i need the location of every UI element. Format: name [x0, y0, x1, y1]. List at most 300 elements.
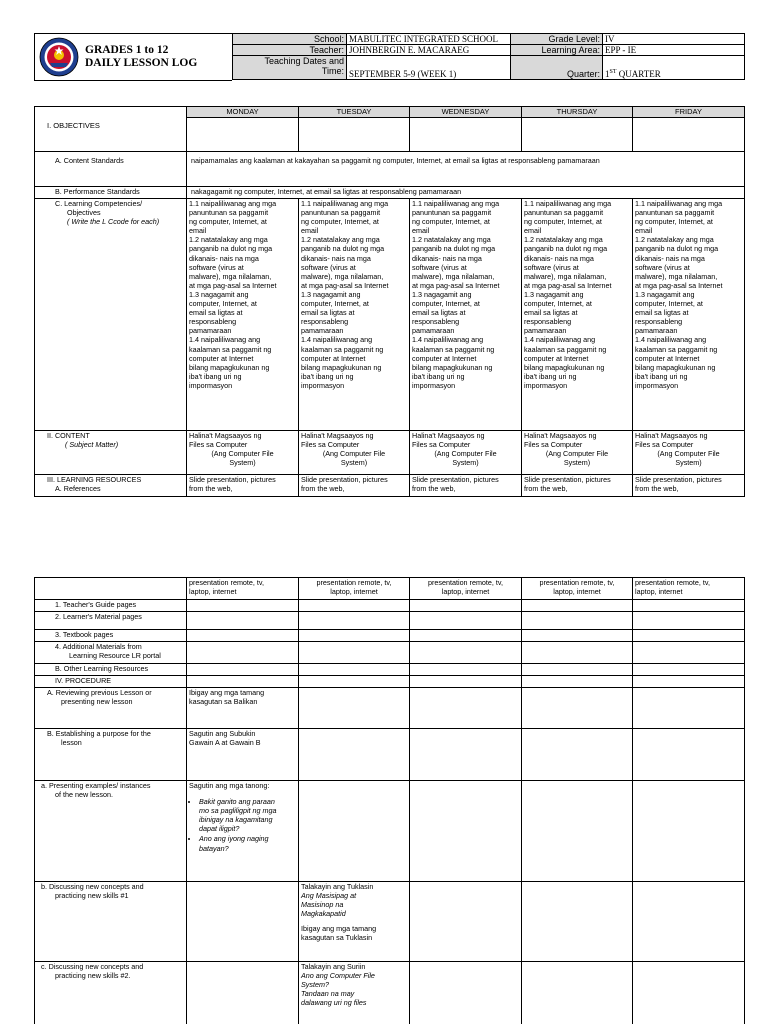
title-line-2: DAILY LESSON LOG: [85, 57, 198, 69]
cell-line: pamamaraan: [412, 326, 455, 336]
competencies-tuesday: [299, 199, 410, 431]
cell-line: panganib na dulot ng mga: [189, 244, 273, 254]
cell-line: panuntunan sa paggamit: [301, 208, 381, 218]
lm-thursday: [522, 612, 633, 630]
q1-line-4: dapat iligpit?: [199, 824, 240, 834]
cell-line: laptop, internet: [553, 587, 601, 597]
cell-line: computer, Internet, at: [635, 299, 703, 309]
cell-line: computer, Internet, at: [524, 299, 592, 309]
cell-line: responsableng: [189, 317, 237, 327]
presenting-friday: [633, 781, 745, 882]
cell-line: at mga pag-asal sa Internet: [412, 280, 500, 290]
presenting-label-1: a. Presenting examples/ instances: [41, 781, 151, 790]
cell-line: email: [189, 226, 207, 236]
cell-line: (Ang Computer File: [322, 449, 386, 459]
other-resources-label: B. Other Learning Resources: [35, 664, 187, 676]
tg-wednesday: [410, 600, 522, 612]
tb-wednesday: [410, 630, 522, 642]
area-value: EPP - IE: [603, 45, 745, 56]
lesson-log-table-page1: [34, 106, 745, 497]
content-standards-value: naipamamalas ang kaalaman at kakayahan sa paggamit ng computer, Internet, at email sa ligtas at responsableng pamamaraan: [187, 152, 745, 187]
cell-line: bilang mapagkukunan ng: [189, 362, 270, 372]
dates-value: SEPTEMBER 5-9 (WEEK 1): [347, 56, 511, 80]
discussing-2-friday: [633, 962, 745, 1024]
cell-line: Files sa Computer: [301, 440, 360, 450]
d-tue-1: Talakayin ang Tuklasin: [301, 882, 374, 891]
day-header-thursday: THURSDAY: [522, 107, 633, 118]
dates-label-2: Time:: [321, 66, 344, 76]
learning-resources-monday: [187, 475, 299, 497]
day-header-friday: FRIDAY: [633, 107, 745, 118]
cell-line: Halina't Magsaayos ng: [189, 431, 262, 440]
discussing-1-label: [35, 882, 187, 962]
d-tue-2: Ang Masisipag at: [301, 891, 357, 901]
cell-line: from the web,: [412, 484, 456, 494]
presenting-question-1: [199, 797, 296, 833]
grade-label: Grade Level:: [511, 34, 603, 45]
teacher-value: JOHNBERGIN E. MACARAEG: [347, 45, 511, 56]
cell-line: 1.4 naipaliliwanag ang: [524, 335, 596, 345]
cell-line: ng computer, Internet, at: [189, 217, 267, 227]
cell-line: System): [229, 458, 256, 468]
reviewing-tuesday: [299, 688, 410, 729]
cell-line: Files sa Computer: [189, 440, 248, 450]
cell-line: presentation remote, tv,: [189, 578, 264, 587]
teacher-label: Teacher:: [233, 45, 347, 56]
cell-line: software (virus at: [524, 262, 579, 272]
objectives-title: I. OBJECTIVES: [35, 107, 187, 152]
presenting-wednesday: [410, 781, 522, 882]
cell-line: panganib na dulot ng mga: [524, 244, 608, 254]
cell-line: Halina't Magsaayos ng: [524, 431, 597, 440]
cell-line: ng computer, Internet, at: [301, 217, 379, 227]
header-logo-block: [34, 33, 232, 81]
cell-line: 1.2 natatalakay ang mga: [301, 235, 380, 245]
lm-tuesday: [299, 612, 410, 630]
cell-line: panganib na dulot ng mga: [635, 244, 719, 254]
dates-label-1: Teaching Dates and: [264, 56, 344, 66]
cell-line: pamamaraan: [635, 326, 678, 336]
cell-line: email: [524, 226, 542, 236]
objectives-cell-friday: [633, 118, 745, 152]
cell-line: kaalaman sa paggamit ng: [189, 344, 272, 354]
tb-friday: [633, 630, 745, 642]
cell-line: at mga pag-asal sa Internet: [301, 280, 389, 290]
cell-line: bilang mapagkukunan ng: [635, 362, 716, 372]
cell-line: System): [675, 458, 702, 468]
cell-line: Slide presentation, pictures: [301, 475, 388, 484]
cell-line: malware), mga nilalaman,: [412, 271, 495, 281]
presenting-question-list: [189, 797, 296, 853]
cell-line: 1.1 naipaliliwanag ang mga: [189, 199, 277, 208]
e-tue-2: Ano ang Computer File: [301, 971, 375, 981]
presenting-thursday: [522, 781, 633, 882]
cell-line: 1.4 naipaliliwanag ang: [635, 335, 707, 345]
am-friday: [633, 642, 745, 664]
cell-line: panuntunan sa paggamit: [635, 208, 715, 218]
cell-line: computer at Internet: [189, 353, 254, 363]
cell-line: computer at Internet: [412, 353, 477, 363]
learning-resources-friday: [633, 475, 745, 497]
lm-wednesday: [410, 612, 522, 630]
cell-line: laptop, internet: [330, 587, 378, 597]
dates-label: [233, 56, 347, 80]
cell-line: 1.3 nagagamit ang: [189, 289, 249, 299]
cell-line: presentation remote, tv,: [635, 578, 710, 587]
teachers-guide-label: 1. Teacher's Guide pages: [35, 600, 187, 612]
reviewing-wednesday: [410, 688, 522, 729]
cell-line: impormasyon: [635, 380, 679, 390]
cell-line: Files sa Computer: [524, 440, 583, 450]
cell-line: responsableng: [412, 317, 460, 327]
resources-cont-thursday: [522, 578, 633, 600]
cell-line: presentation remote, tv,: [428, 578, 503, 587]
cell-line: dikanais- nais na mga: [524, 253, 594, 263]
day-header-tuesday: TUESDAY: [299, 107, 410, 118]
lesson-log-table-page2: [34, 577, 745, 1024]
day-header-wednesday: WEDNESDAY: [410, 107, 522, 118]
e-tue-1: Talakayin ang Suriin: [301, 962, 366, 971]
cell-line: impormasyon: [301, 380, 345, 390]
quarter-label: Quarter:: [511, 56, 603, 80]
q1-line-1: Bakit ganito ang paraan: [199, 797, 275, 807]
objectives-cell-monday: [187, 118, 299, 152]
reviewing-monday-1: Ibigay ang mga tamang: [189, 688, 265, 697]
reviewing-friday: [633, 688, 745, 729]
cell-line: 1.2 natatalakay ang mga: [524, 235, 603, 245]
cell-line: dikanais- nais na mga: [301, 253, 371, 263]
cell-line: 1.1 naipaliliwanag ang mga: [524, 199, 612, 208]
cell-line: presentation remote, tv,: [539, 578, 615, 587]
cell-line: software (virus at: [189, 262, 244, 272]
cell-line: kaalaman sa paggamit ng: [524, 344, 607, 354]
content-friday: [633, 431, 745, 475]
cell-line: kaalaman sa paggamit ng: [301, 344, 384, 354]
presenting-question-2: [199, 834, 296, 852]
cell-line: dikanais- nais na mga: [412, 253, 482, 263]
presenting-monday: [187, 781, 299, 882]
discussing-1-wednesday: [410, 882, 522, 962]
title-line-1: GRADES 1 to 12: [85, 44, 169, 56]
cell-line: Slide presentation, pictures: [189, 475, 276, 484]
cell-line: software (virus at: [412, 262, 467, 272]
competencies-label-2: Objectives: [67, 208, 101, 218]
cell-line: email: [635, 226, 653, 236]
cell-line: responsableng: [635, 317, 683, 327]
competencies-monday: [187, 199, 299, 431]
learning-resources-label-1: III. LEARNING RESOURCES: [47, 475, 142, 484]
cell-line: 1.1 naipaliliwanag ang mga: [635, 199, 723, 208]
cell-line: pamamaraan: [189, 326, 232, 336]
cell-line: iba't ibang uri ng: [189, 371, 242, 381]
cell-line: Files sa Computer: [635, 440, 694, 450]
olr-thursday: [522, 664, 633, 676]
cell-line: from the web,: [524, 484, 568, 494]
resources-cont-tuesday: [299, 578, 410, 600]
cell-line: email: [412, 226, 430, 236]
cell-line: (Ang Computer File: [211, 449, 274, 459]
header-info-table: [232, 33, 745, 80]
additional-materials-line-2: Learning Resource LR portal: [69, 651, 161, 661]
e-tue-3: System?: [301, 980, 329, 990]
cell-line: bilang mapagkukunan ng: [301, 362, 382, 372]
cell-line: dikanais- nais na mga: [189, 253, 259, 263]
tb-tuesday: [299, 630, 410, 642]
quarter-value: [603, 56, 745, 80]
cell-line: email sa ligtas at: [524, 308, 578, 318]
resources-cont-friday: [633, 578, 745, 600]
discussing-2-tuesday: [299, 962, 410, 1024]
presenting-monday-head: Sagutin ang mga tanong:: [189, 781, 270, 790]
cell-line: System): [340, 458, 368, 468]
cell-line: responsableng: [524, 317, 572, 327]
q1-line-2: mo sa pagliligpit ng mga: [199, 806, 277, 816]
learning-resources-wednesday: [410, 475, 522, 497]
cell-line: iba't ibang uri ng: [524, 371, 577, 381]
cell-line: impormasyon: [189, 380, 233, 390]
purpose-label-1: B. Establishing a purpose for the: [47, 729, 151, 738]
reviewing-monday-2: kasagutan sa Balikan: [189, 697, 258, 707]
cell-line: at mga pag-asal sa Internet: [524, 280, 612, 290]
cell-line: laptop, internet: [635, 587, 683, 597]
am-thursday: [522, 642, 633, 664]
tg-monday: [187, 600, 299, 612]
quarter-num: 1: [605, 69, 610, 79]
cell-line: dikanais- nais na mga: [635, 253, 705, 263]
day-header-monday: MONDAY: [187, 107, 299, 118]
discussing-1-tuesday: [299, 882, 410, 962]
procedure-label: IV. PROCEDURE: [35, 676, 187, 688]
learning-resources-thursday: [522, 475, 633, 497]
competencies-friday: [633, 199, 745, 431]
cell-line: ng computer, Internet, at: [635, 217, 713, 227]
discussing-2-wednesday: [410, 962, 522, 1024]
cell-line: System): [563, 458, 591, 468]
quarter-rest: QUARTER: [616, 69, 661, 79]
cell-line: 1.1 naipaliliwanag ang mga: [301, 199, 389, 208]
purpose-friday: [633, 729, 745, 781]
cell-line: laptop, internet: [441, 587, 490, 597]
content-standards-label: A. Content Standards: [35, 152, 187, 187]
cell-line: panuntunan sa paggamit: [412, 208, 492, 218]
cell-line: software (virus at: [635, 262, 690, 272]
cell-line: 1.2 natatalakay ang mga: [635, 235, 714, 245]
competencies-label-1: C. Learning Competencies/: [55, 199, 143, 208]
olr-tuesday: [299, 664, 410, 676]
learners-material-label: 2. Learner's Material pages: [35, 612, 187, 630]
cell-line: iba't ibang uri ng: [412, 371, 465, 381]
cell-line: software (virus at: [301, 262, 356, 272]
cell-line: at mga pag-asal sa Internet: [189, 280, 277, 290]
cell-line: laptop, internet: [189, 587, 237, 597]
cell-line: Slide presentation, pictures: [412, 475, 499, 484]
cell-line: (Ang Computer File: [657, 449, 720, 459]
competencies-wednesday: [410, 199, 522, 431]
cell-line: panuntunan sa paggamit: [189, 208, 269, 218]
cell-line: (Ang Computer File: [545, 449, 609, 459]
learning-resources-tuesday: [299, 475, 410, 497]
presenting-label: [35, 781, 187, 882]
lm-monday: [187, 612, 299, 630]
d-tue-6: kasagutan sa Tuklasin: [301, 933, 373, 943]
cell-line: kaalaman sa paggamit ng: [635, 344, 718, 354]
cell-line: 1.4 naipaliliwanag ang: [301, 335, 373, 345]
cell-line: from the web,: [635, 484, 679, 494]
quarter-sup: ST: [609, 69, 617, 75]
learning-resources-label: [35, 475, 187, 497]
cell-line: pamamaraan: [301, 326, 344, 336]
cell-line: 1.1 naipaliliwanag ang mga: [412, 199, 500, 208]
cell-line: 1.3 nagagamit ang: [524, 289, 584, 299]
cell-line: iba't ibang uri ng: [301, 371, 354, 381]
performance-standards-label: B. Performance Standards: [35, 187, 187, 199]
q2-line-1: Ano ang iyong naging: [199, 834, 269, 844]
resources-cont-label: [35, 578, 187, 600]
resources-cont-wednesday: [410, 578, 522, 600]
cell-line: bilang mapagkukunan ng: [412, 362, 493, 372]
discussing-2-label: [35, 962, 187, 1024]
cell-line: Files sa Computer: [412, 440, 471, 450]
cell-line: computer at Internet: [524, 353, 589, 363]
cell-line: ng computer, Internet, at: [412, 217, 490, 227]
purpose-monday-1: Sagutin ang Subukin: [189, 729, 256, 738]
tg-friday: [633, 600, 745, 612]
school-value: MABULITEC INTEGRATED SCHOOL: [347, 34, 511, 45]
discussing-1-label-1: b. Discussing new concepts and: [41, 882, 144, 891]
q1-line-3: ibinigay na kagamitang: [199, 815, 273, 825]
cell-line: malware), mga nilalaman,: [635, 271, 718, 281]
content-label-2: ( Subject Matter): [65, 440, 119, 450]
purpose-tuesday: [299, 729, 410, 781]
presenting-tuesday: [299, 781, 410, 882]
performance-standards-value: nakagagamit ng computer, Internet, at email sa ligtas at responsableng pamamaraan: [187, 187, 745, 199]
discussing-1-label-2: practicing new skills #1: [55, 891, 129, 901]
additional-materials-label: [35, 642, 187, 664]
am-monday: [187, 642, 299, 664]
content-wednesday: [410, 431, 522, 475]
am-wednesday: [410, 642, 522, 664]
d-tue-4: Magkakapatid: [301, 909, 346, 919]
competencies-label-3: ( Write the L Ccode for each): [67, 217, 160, 227]
reviewing-label-1: A. Reviewing previous Lesson or: [47, 688, 152, 697]
cell-line: Halina't Magsaayos ng: [412, 431, 485, 440]
cell-line: Slide presentation, pictures: [524, 475, 611, 484]
discussing-2-thursday: [522, 962, 633, 1024]
cell-line: malware), mga nilalaman,: [301, 271, 384, 281]
cell-line: 1.4 naipaliliwanag ang: [412, 335, 484, 345]
tb-monday: [187, 630, 299, 642]
cell-line: impormasyon: [412, 380, 456, 390]
school-label: School:: [233, 34, 347, 45]
am-tuesday: [299, 642, 410, 664]
cell-line: computer at Internet: [301, 353, 366, 363]
cell-line: kaalaman sa paggamit ng: [412, 344, 495, 354]
cell-line: malware), mga nilalaman,: [524, 271, 607, 281]
purpose-label: [35, 729, 187, 781]
reviewing-label-2: presenting new lesson: [61, 697, 133, 707]
cell-line: 1.2 natatalakay ang mga: [412, 235, 491, 245]
discussing-2-monday: [187, 962, 299, 1024]
olr-friday: [633, 664, 745, 676]
cell-line: email sa ligtas at: [635, 308, 689, 318]
reviewing-thursday: [522, 688, 633, 729]
cell-line: computer at Internet: [635, 353, 700, 363]
discussing-2-label-2: practicing new skills #2.: [55, 971, 131, 981]
content-tuesday: [299, 431, 410, 475]
cell-line: 1.3 nagagamit ang: [635, 289, 695, 299]
content-monday: [187, 431, 299, 475]
content-thursday: [522, 431, 633, 475]
lm-friday: [633, 612, 745, 630]
cell-line: from the web,: [301, 484, 345, 494]
cell-line: from the web,: [189, 484, 233, 494]
discussing-1-monday: [187, 882, 299, 962]
additional-materials-line-1: 4. Additional Materials from: [55, 642, 142, 651]
olr-wednesday: [410, 664, 522, 676]
q2-line-2: batayan?: [199, 843, 229, 853]
tg-thursday: [522, 600, 633, 612]
discussing-1-friday: [633, 882, 745, 962]
cell-line: pamamaraan: [524, 326, 567, 336]
textbook-label: 3. Textbook pages: [35, 630, 187, 642]
cell-line: malware), mga nilalaman,: [189, 271, 272, 281]
objectives-cell-wednesday: [410, 118, 522, 152]
cell-line: 1.4 naipaliliwanag ang: [189, 335, 261, 345]
e-tue-5: dalawang uri ng files: [301, 998, 367, 1008]
reviewing-monday: [187, 688, 299, 729]
cell-line: (Ang Computer File: [434, 449, 497, 459]
purpose-thursday: [522, 729, 633, 781]
cell-line: System): [452, 458, 479, 468]
proc-tuesday: [299, 676, 410, 688]
olr-monday: [187, 664, 299, 676]
cell-line: email sa ligtas at: [412, 308, 466, 318]
purpose-monday: [187, 729, 299, 781]
purpose-wednesday: [410, 729, 522, 781]
cell-line: panganib na dulot ng mga: [301, 244, 385, 254]
cell-line: 1.2 natatalakay ang mga: [189, 235, 268, 245]
e-tue-4: Tandaan na may: [301, 989, 355, 999]
cell-line: panganib na dulot ng mga: [412, 244, 496, 254]
header-title: [85, 44, 197, 70]
deped-seal-icon: [39, 37, 79, 77]
d-tue-3: Masisinop na: [301, 900, 344, 910]
cell-line: impormasyon: [524, 380, 568, 390]
grade-value: IV: [603, 34, 745, 45]
cell-line: Halina't Magsaayos ng: [635, 431, 708, 440]
cell-line: email: [301, 226, 319, 236]
content-label: [35, 431, 187, 475]
cell-line: computer, Internet, at: [189, 299, 257, 309]
cell-line: at mga pag-asal sa Internet: [635, 280, 723, 290]
cell-line: computer, Internet, at: [412, 299, 480, 309]
competencies-label: [35, 199, 187, 431]
discussing-2-label-1: c. Discussing new concepts and: [41, 962, 144, 971]
d-tue-5: Ibigay ang mga tamang: [301, 924, 377, 934]
cell-line: bilang mapagkukunan ng: [524, 362, 605, 372]
competencies-thursday: [522, 199, 633, 431]
resources-cont-monday: [187, 578, 299, 600]
proc-wednesday: [410, 676, 522, 688]
cell-line: Halina't Magsaayos ng: [301, 431, 374, 440]
references-label: A. References: [55, 484, 101, 494]
discussing-1-thursday: [522, 882, 633, 962]
cell-line: 1.3 nagagamit ang: [412, 289, 472, 299]
area-label: Learning Area:: [511, 45, 603, 56]
reviewing-label: [35, 688, 187, 729]
cell-line: email sa ligtas at: [189, 308, 243, 318]
cell-line: iba't ibang uri ng: [635, 371, 688, 381]
